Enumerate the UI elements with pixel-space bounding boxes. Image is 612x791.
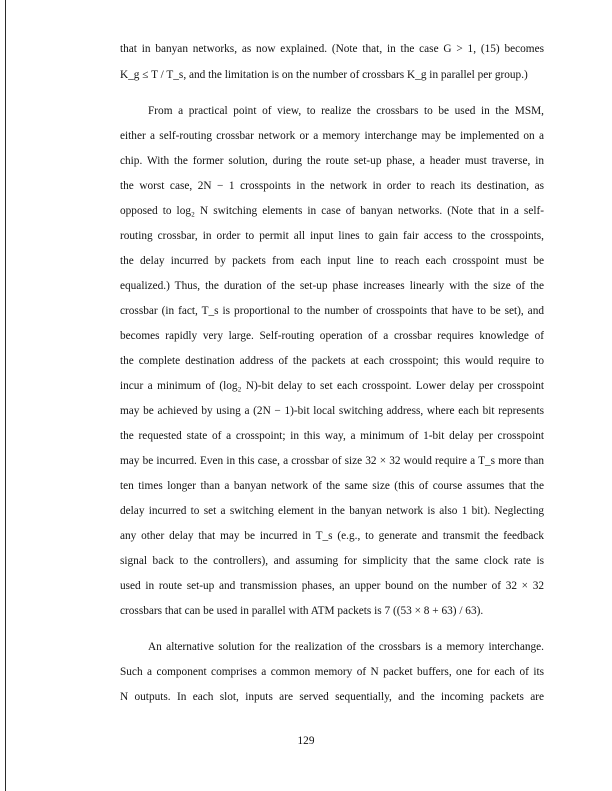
text-line: Such a component comprises a common memory of N packet buffers, one for each of its bbox=[120, 666, 544, 678]
text-line: may be achieved by using a (2N − 1)-bit local switching address, where each bit represents bbox=[120, 405, 544, 417]
text-line: crossbar (in fact, T_s is proportional to the number of crosspoints that have to be set), and bbox=[120, 305, 544, 317]
text-line: chip. With the former solution, during the route set-up phase, a header must traverse, in bbox=[120, 155, 544, 167]
text-line: K_g ≤ T / T_s, and the limitation is on the number of crossbars K_g in parallel per group.) bbox=[120, 69, 528, 81]
text-line: delay incurred to set a switching element in the banyan network is also 1 bit). Neglecting bbox=[120, 505, 544, 517]
text-line: used in route set-up and transmission phases, an upper bound on the number of 32 × 32 bbox=[120, 580, 544, 592]
text-line: may be incurred. Even in this case, a crossbar of size 32 × 32 would require a T_s more than bbox=[120, 455, 544, 467]
text-line: equalized.) Thus, the duration of the set-up phase increases linearly with the size of the bbox=[120, 280, 544, 292]
text-line: the worst case, 2N − 1 crosspoints in the network in order to reach its destination, as bbox=[120, 180, 544, 192]
text-line: routing crossbar, in order to permit all input lines to gain fair access to the crosspoints, bbox=[120, 230, 544, 242]
left-margin-rule bbox=[5, 0, 6, 791]
text-line: either a self-routing crossbar network or a memory interchange may be implemented on a bbox=[120, 130, 544, 142]
text-line: the delay incurred by packets from each input line to reach each crosspoint must be bbox=[120, 255, 544, 267]
text-line: the requested state of a crosspoint; in this way, a minimum of 1-bit delay per crosspoint bbox=[120, 430, 544, 442]
paragraph-first-line: An alternative solution for the realization of the crossbars is a memory interchange. bbox=[148, 641, 544, 653]
paragraph-first-line: From a practical point of view, to realize the crossbars to be used in the MSM, bbox=[148, 105, 544, 117]
text-line: crossbars that can be used in parallel with ATM packets is 7 ((53 × 8 + 63) / 63). bbox=[120, 605, 484, 617]
text-line: opposed to log₂ N switching elements in case of banyan networks. (Note that in a self- bbox=[120, 205, 544, 217]
text-line: ten times longer than a banyan network of the same size (this of course assumes that the bbox=[120, 480, 544, 492]
page-number: 129 bbox=[297, 735, 315, 747]
text-line: the complete destination address of the packets at each crosspoint; this would require to bbox=[120, 355, 544, 367]
text-line: becomes rapidly very large. Self-routing operation of a crossbar requires knowledge of bbox=[120, 330, 544, 342]
text-line: N outputs. In each slot, inputs are served sequentially, and the incoming packets are bbox=[120, 691, 544, 703]
text-line: that in banyan networks, as now explained. (Note that, in the case G > 1, (15) becomes bbox=[120, 43, 544, 55]
text-line: any other delay that may be incurred in T_s (e.g., to generate and transmit the feedback bbox=[120, 530, 544, 542]
text-line: incur a minimum of (log₂ N)-bit delay to set each crosspoint. Lower delay per crosspoint bbox=[120, 380, 544, 392]
text-line: signal back to the controllers), and assuming for simplicity that the same clock rate is bbox=[120, 555, 544, 567]
